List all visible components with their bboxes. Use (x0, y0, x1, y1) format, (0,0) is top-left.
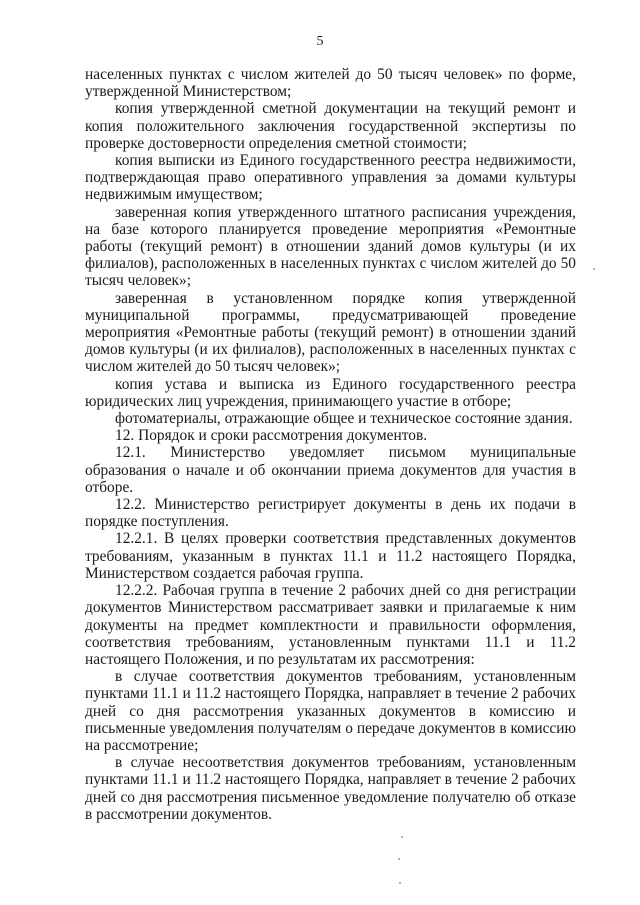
paragraph: в случае несоответствия документов требованиям, установленным пунктами 11.1 и 11.2 настоящего Порядка, направляет в течение 2 рабочих дней со дня рассмотрения письменное уведомление получателю об отказе в рассмотрении документов. (85, 754, 576, 823)
scan-speck (398, 858, 400, 860)
paragraph: 12.2.2. Рабочая группа в течение 2 рабочих дней со дня регистрации документов Министерством рассматривает заявки и прилагаемые к ним документы на предмет комплектности и правильности оформления, соответствия требованиям, установленным пунктами 11.1 и 11.2 настоящего Положения, и по результатам их рассмотрения: (85, 582, 576, 668)
page-number: 5 (316, 34, 324, 49)
paragraph: копия выписки из Единого государственного реестра недвижимости, подтверждающая право оперативного управления за домами культуры недвижимым имуществом; (85, 152, 576, 204)
paragraph: 12.2. Министерство регистрирует документы в день их подачи в порядке поступления. (85, 496, 576, 531)
paragraph: заверенная копия утвержденного штатного расписания учреждения, на базе которого планируется проведение мероприятия «Ремонтные работы (текущий ремонт) в отношении зданий домов культуры (и их филиалов), расположенных в населенных пунктах с числом жителей до 50 тысяч человек»; (85, 203, 576, 290)
paragraph: фотоматериалы, отражающие общее и техническое состояние здания. (115, 410, 573, 428)
paragraph: населенных пунктах с числом жителей до 50 тысяч человек» по форме, утвержденной Министерством; (85, 66, 576, 101)
scan-speck (401, 836, 403, 838)
section-heading: 12. Порядок и сроки рассмотрения документов. (115, 427, 428, 445)
paragraph: в случае соответствия документов требованиям, установленным пунктами 11.1 и 11.2 настоящего Порядка, направляет в течение 2 рабочих дней со дня рассмотрения указанных документов в комиссию и письменные уведомления получателям о передаче документов в комиссию на рассмотрение; (85, 668, 576, 754)
paragraph: 12.1. Министерство уведомляет письмом муниципальные образования о начале и об окончании приема документов для участия в отборе. (85, 444, 576, 496)
paragraph: 12.2.1. В целях проверки соответствия представленных документов требованиям, указанным в пунктах 11.1 и 11.2 настоящего Порядка, Министерством создается рабочая группа. (85, 530, 576, 582)
document-body (85, 66, 576, 823)
scan-speck (593, 268, 595, 270)
scan-speck (399, 882, 401, 884)
paragraph: копия утвержденной сметной документации на текущий ремонт и копия положительного заключения государственной экспертизы по проверке достоверности определения сметной стоимости; (85, 100, 576, 152)
paragraph: заверенная в установленном порядке копия утвержденной муниципальной программы, предусматривающей проведение мероприятия «Ремонтные работы (текущий ремонт) в отношении зданий домов культуры (и их филиалов), расположенных в населенных пунктах с числом жителей до 50 тысяч человек»; (85, 289, 576, 376)
paragraph: копия устава и выписка из Единого государственного реестра юридических лиц учреждения, принимающего участие в отборе; (85, 375, 576, 410)
